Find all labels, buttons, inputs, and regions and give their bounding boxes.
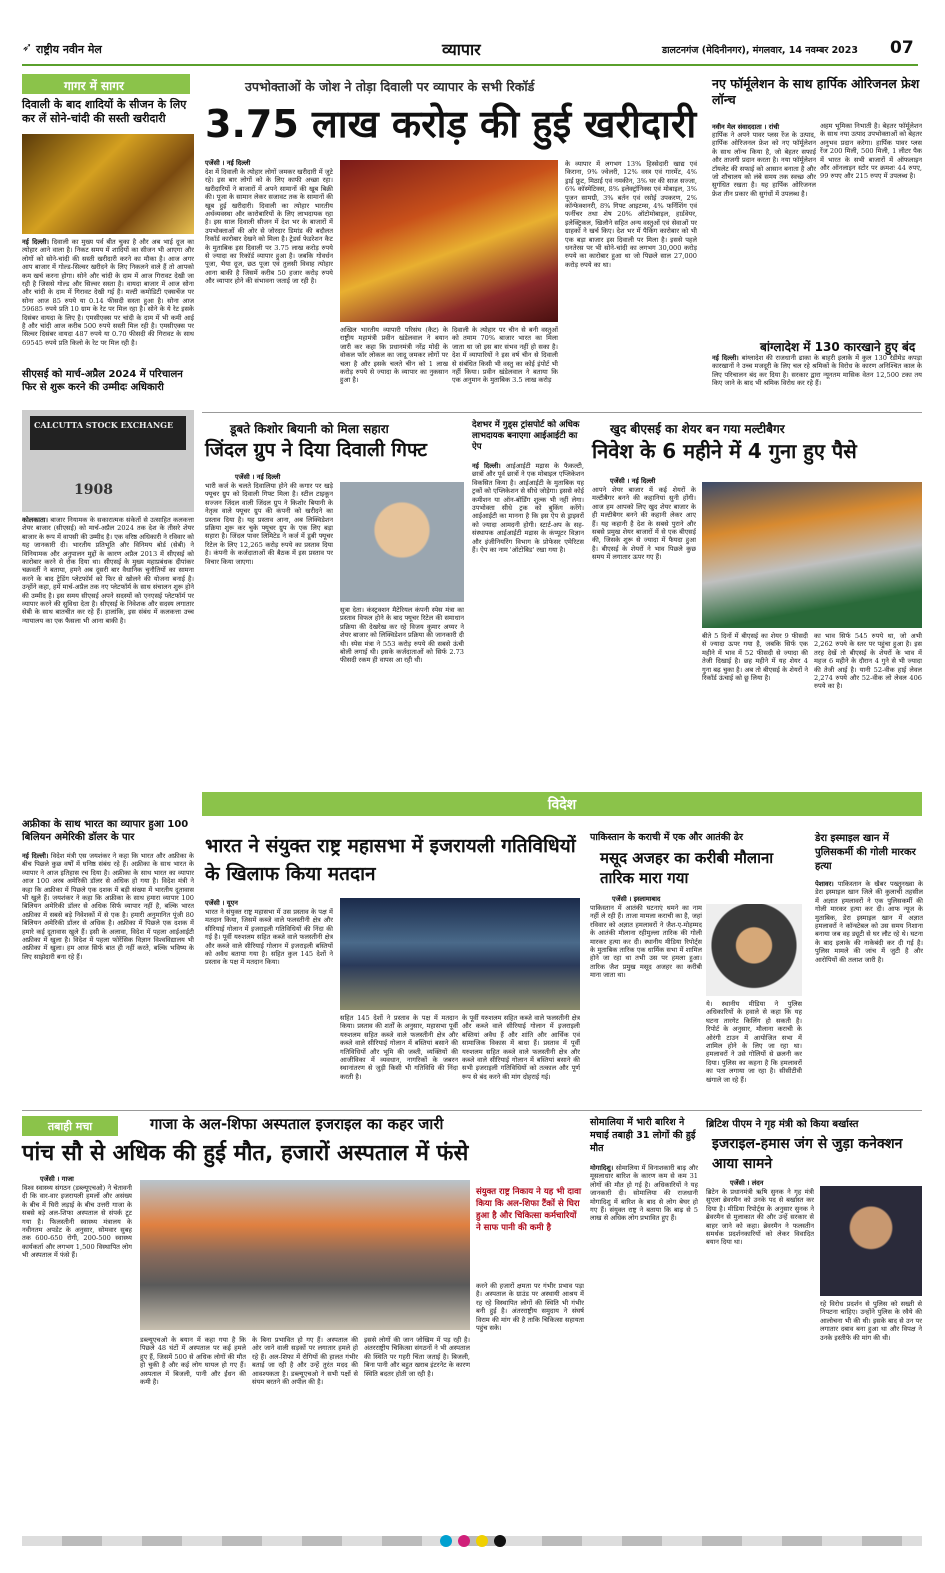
uk-headline: इजराइल-हमास जंग से जुड़ा कनेक्शन आया सामने (712, 1136, 903, 1172)
divider-top (202, 412, 922, 413)
israel-headline: भारत ने संयुक्त राष्ट्र महासभा में इजरायली गतिविधियों के खिलाफ किया मतदान (205, 835, 576, 885)
gaza-col-3: के बिना प्रभावित हो गए हैं। अस्पताल की ओर जाने वाली सड़कों पर लगातार हमले हो रहे हैं। अल-शिफा में रोगियों की हालत गंभीर बताई जा रही है और उन्हें तुरंत मदद की आवश्यकता है। डब्ल्यूएचओ ने सभी पक्षों से संयम बरतने की अपील की है। (252, 1336, 358, 1387)
jindal-col-1: भारी कर्ज के चलते दिवालिया होने की कगार पर खड़े फ्यूचर ग्रुप को दिवाली गिफ्ट मिला है। स्टील टाइकून सज्जन जिंदल वाली जिंदल ग्रुप ने किशोर बियानी के नेतृत्व वाले फ्यूचर ग्रुप की कंपनी को खरीदने का प्रस्ताव दिया है। यह प्रस्ताव आना, अब लिक्विडेशन प्रक्रिया शुरू कर चुके फ्यूचर ग्रुप के एक लिए बड़ा सहारा है। जिंदल पावर लिमिटेड ने कर्ज में डूबी फ्यूचर रिटेल के लिए 12,265 करोड़ रुपये का प्रस्ताव दिया है। कंपनी के कर्जदाताओं की बैठक में इस प्रस्ताव पर विचार किया जाएगा। (205, 482, 333, 566)
gaza-headline: पांच सौ से अधिक की हुई मौत, हजारों अस्पताल में फंसे (22, 1141, 469, 1166)
harpic-headline: नए फॉर्मूलेशन के साथ हार्पिक ओरिजनल फ्रेश लॉन्च (712, 76, 920, 107)
jindal-headline: जिंदल ग्रुप ने दिया दिवाली गिफ्ट (205, 439, 427, 461)
bird-logo-icon: ➶ (22, 40, 33, 54)
top-col-3: दिवाली के त्योहार पर चीन से बनी वस्तुओं को तमाम 70% बाजार भारत का मिला जाता था जो इस बार संभव नहीं हो सका है। देश में व्यापारियों ने इस वर्ष चीन से दिवाली से संबंधित किसी भी वस्तु का कोई इंपोर्ट भी नहीं किया। प्रवीन खंडेलवाल ने बताया कि एक अनुमान के मुताबिक 3.5 लाख करोड़ (452, 326, 558, 385)
cyan-mark-icon (440, 1535, 452, 1547)
top-col-4: के व्यापार में लगभग 13% हिस्सेदारी खाद्य एवं किराना, 9% ज्वेलरी, 12% वस्त्र एवं गारमेंट, 4% ड्राई फ्रूट, मिठाई एवं नमकीन, 3% घर की साज सज्जा, 6% कॉस्मेटिक्स, 8% इलेक्ट्रॉनिक्स एवं मोबाइल, 3% पूजन सामग्री, 3% बर्तन एवं रसोई उपकरण, 2% कॉन्फेक्शनरी, 8% गिफ्ट आइटम्स, 4% फर्निशिंग एवं फर्नीचर तथा शेष 20% ऑटोमोबाइल, हार्डवेयर, इलेक्ट्रिकल, खिलौने सहित अन्य वस्तुओं एवं सेवाओं पर ग्राहकों ने खर्च किए। देश भर में पैकिंग कारोबार को भी एक बड़ा बाजार इस दिवाली पर मिला है। इससे पहले धनतेरस पर भी सोने-चांदी का लगभग 30,000 करोड़ रुपये का कारोबार हुआ था जो पिछले साल 27,000 करोड़ रुपये का था। (565, 160, 697, 269)
stock-sign-text: CALCUTTA STOCK EXCHANGE (34, 420, 174, 430)
black-mark-icon (494, 1535, 506, 1547)
stock-sign-year: 1908 (74, 482, 113, 498)
jindal-byline: एजेंसी । नई दिल्ली (235, 473, 281, 481)
bangladesh-headline: बांग्लादेश में 130 कारखाने हुए बंद (760, 340, 916, 354)
pak-body: पाकिस्तान में आतंकी घटनाएं थमने का नाम नहीं ले रही हैं। ताजा मामला कराची का है, जहां रविवार को अज्ञात हमलावरों ने जैश-ए-मोहम्मद के आतंकी मौलाना रहीमुल्ला तारिक की गोली मारकर हत्या कर दी। स्थानीय मीडिया रिपोर्ट्स के मुताबिक तारिक एक धार्मिक सभा में शामिल होने जा रहा था तभी उस पर हमला हुआ। तारिक जैश प्रमुख मसूद अजहर का करीबी माना जाता था। (590, 904, 702, 980)
top-byline: एजेंसी । नई दिल्ली (205, 159, 251, 167)
paper-name: राष्ट्रीय नवीन मेल (36, 43, 102, 56)
masood-azhar-photo (706, 904, 802, 996)
israel-col-2: सहित 145 देशों ने प्रस्ताव के पक्ष में मतदान किया। प्रस्ताव की शर्तों के अनुसार, महासभा पूर्वी यरुशलम सहित कब्जे वाले फलस्तीनी क्षेत्र और कब्जे वाले सीरियाई गोलान में बस्तियां बसाने की गतिविधियों और भूमि की जब्ती, व्यक्तियों की आजीविका में व्यवधान, नागरिकों के जबरन स्थानांतरण से जुड़ी किसी भी गतिविधि की निंदा करती है। (340, 1014, 458, 1081)
gaza-col-1: विश्व स्वास्थ्य संगठन (डब्ल्यूएचओ) ने चेतावनी दी कि वार-वार इजरायली हमलों और असंख्य के बीच में घिरी लड़ाई के बीच उत्तरी गाजा के सबसे बड़े अल-शिफा अस्पताल से संपर्क टूट गया है। फिलस्तीनी स्वास्थ्य मंत्रालय के नवीनतम अपडेट के अनुसार, सोमवार सुबह तक 600-650 रोगी, 200-500 स्वास्थ्य कार्यकर्ता और लगभग 1,500 विस्थापित लोग भी अस्पताल में फंसे हैं। (22, 1184, 132, 1260)
gaza-col-4: इससे लोगों की जान जोखिम में पड़ रही है। अंतरराष्ट्रीय चिकित्सा संगठनों ने भी अस्पताल की स्थिति पर गहरी चिंता जताई है। बिजली, बिना पानी और बहुत खराब इंटरनेट के कारण स्थिति बदतर होती जा रही है। (364, 1336, 470, 1378)
rishi-sunak-photo (820, 1186, 922, 1296)
pak-headline: मसूद अजहर का करीबी मौलाना तारिक मारा गया (600, 849, 774, 887)
registration-marks (440, 1535, 520, 1547)
multibagger-kicker: खुद बीएसई का शेयर बन गया मल्टीबैगर (610, 422, 785, 436)
gaza-kicker: गाजा के अल-शिफा अस्पताल इजराइल का कहर जारी (150, 1115, 444, 1133)
masthead (22, 38, 922, 66)
top-kicker: उपभोक्ताओं के जोश ने तोड़ा दिवाली पर व्यापार के सभी रिकॉर्ड (245, 79, 535, 94)
gagar-article-1: नई दिल्ली। दिवाली का मुख्य पर्व बीत चुका है और अब भाई दूज का त्योहार आने वाला है। निकट समय में शादियों का सीजन भी आएगा और लोगों को सोने-चांदी की सस्ती खरीदारी करने का मौका है। आज अगर आप बाजार में गोल्ड-सिल्वर खरीदने के लिए निकलने वाले हैं तो आपको कम खर्च करना होगा। सोने और चांदी के दाम में आज गिरावट देखी जा रही है जिससे गोल्ड और सिल्वर सस्ता है। वायदा बाजार में आज सोना और चांदी के दाम में गिरावट देखी गई है। मल्टी कमोडिटी एक्सचेंज पर सोना आज 85 रुपये या 0.14 फीसदी सस्ता हुआ है। सोना आज 59685 रुपये प्रति 10 ग्राम के रेट पर मिल रहा है। सोने के ये रेट इसके दिसंबर वायदा के लिए है। एमसीएक्स पर चांदी के दाम में भी कमी आई है और चांदी आज करीब 500 रुपये सस्ती मिल रही है। एमसीएक्स पर सिल्वर दिसंबर वायदा 487 रुपये या 0.70 फीसदी की गिरावट के साथ 69545 रुपये प्रति किलो के रेट पर मिल रही है। (22, 238, 194, 347)
gaza-label: तबाही मचा (22, 1116, 118, 1136)
dera-headline: डेरा इस्माइल खान में पुलिसकर्मी की गोली मारकर हत्या (815, 833, 916, 872)
magenta-mark-icon (458, 1535, 470, 1547)
gaza-col-2: डब्ल्यूएचओ के बयान में कहा गया है कि पिछले 48 घंटों में अस्पताल पर कई हमले हुए हैं, जिसमें 500 से अधिक लोगों की मौत हो चुकी है और कई लोग घायल हो गए हैं। अस्पताल में बिजली, पानी और ईंधन की कमी है। (140, 1336, 246, 1387)
jindal-kicker: डूबते किशोर बियानी को मिला सहारा (230, 422, 389, 436)
gagar-label: गागर में सागर (22, 74, 190, 94)
multibagger-col-2: बीते 5 दिनों में बीएसई का शेयर 9 फीसदी से ज्यादा ऊपर गया है, जबकि सिर्फ एक महीने में भाव में 52 फीसदी से ज्यादा की तेजी दिखाई है। छह महीने में यह शेयर 4 गुना बढ़ चुका है। अब तो बीएसई के शेयरों ने रिकॉर्ड ऊंचाई को छू लिया है। (702, 632, 808, 683)
uk-col-2: रहे विरोध प्रदर्शन से पुलिस को सख्ती से निपटना चाहिए। उन्होंने पुलिस के रवैये की आलोचना भी की थी। इसके बाद से उन पर लगातार दबाव बना हुआ था और विपक्ष ने उनके इस्तीफे की मांग की थी। (820, 1300, 922, 1342)
stock-sign-board (30, 416, 186, 450)
gagar-article-3: नई दिल्ली। विदेश मंत्री एस जयशंकर ने कहा कि भारत और अफ्रीका के बीच पिछले कुछ वर्षों में घनिष्ठ संबंध रहे हैं। अफ्रीका के साथ भारत के व्यापार ने आज इतिहास रच दिया है। अफ्रीका के साथ भारत का व्यापार आज 100 अरब अमेरिकी डॉलर से अधिक हो गया है। विदेश मंत्री ने कहा कि अफ्रीका में पिछले एक दशक में बड़ी संख्या में भारतीय दूतावास भी खुले हैं। जयशंकर ने कहा कि अफ्रीका के साथ हमारा व्यापार 100 बिलियन अमेरिकी डॉलर से अधिक सिर्फ व्यापार नहीं है, बल्कि भारत अफ्रीका में सबसे बड़े निवेशकों में से एक है। हमारी अनुमानित पूंजी 80 बिलियन अमेरिकी डॉलर से अधिक है। अफ्रीका में पिछले एक दशक में हमारे कई दूतावास खुले हैं। इसी के अलावा, विदेश में पहला आईआईटी अफ्रीका में खुला है। विदेश में पहला फोरेंसिक विज्ञान विश्वविद्यालय भी अफ्रीका में खुला। हम आज सिर्फ बात ही नहीं करते, बल्कि भविष्य के लिए साझेदारी बना रहे हैं। (22, 852, 194, 961)
yellow-mark-icon (476, 1535, 488, 1547)
gagar-headline-2: सीएसई को मार्च-अप्रैल 2024 में परिचालन फिर से शुरू करने की उम्मीदः अधिकारी (22, 369, 183, 393)
stock-exchange-photo (22, 410, 194, 512)
pak-kicker: पाकिस्तान के कराची में एक और आतंकी ढेर (590, 832, 743, 843)
ipo-kicker: देशभर में गुड्स ट्रांसपोर्ट को अधिक लाभदायक बनाएगा आईआईटी का ऐप (472, 420, 580, 452)
diwali-shopping-photo (340, 160, 558, 322)
israel-col-1: भारत ने संयुक्त राष्ट्र महासभा में उस प्रस्ताव के पक्ष में मतदान किया, जिसमें कब्जे वाले फलस्तीनी क्षेत्र और सीरियाई गोलान में इजराइली गतिविधियों की निंदा की गई है। पूर्वी यरुशलम सहित कब्जे वाले फलस्तीनी क्षेत्र और कब्जे वाले सीरियाई गोलान में इजराइली बस्तियों को अवैध बताया गया है। सहित कुल 145 देशों ने प्रस्ताव के पक्ष में मतदान किया। (205, 908, 333, 967)
top-headline: 3.75 लाख करोड़ की हुई खरीदारी (205, 102, 697, 146)
kishore-biyani-photo (340, 482, 464, 602)
uk-byline: एजेंसी । लंदन (730, 1179, 764, 1187)
page-number: 07 (890, 38, 914, 58)
bse-celebration-photo (702, 482, 922, 628)
jindal-col-2: सुत्रा देता। कंस्ट्रक्शन मैटेरियल कंपनी स्पेस मंत्रा का प्रस्ताव विफल होने के बाद फ्यूचर रिटेल की समाधान प्रक्रिया की देखरेख कर रहे विजय कुमार अय्यर ने शेयर बाजार को लिक्विडेशन प्रक्रिया की जानकारी दी थी। स्पेस मंत्रा ने 553 करोड़ रुपये की सबसे ऊंची बोली लगाई थी। इसके कर्जदाताओं को सिर्फ 2.73 फीसदी रकम ही वापस आ रही थी। (340, 606, 464, 665)
gagar-headline-3: अफ्रीका के साथ भारत का व्यापार हुआ 100 बिलियन अमेरिकी डॉलर के पार (22, 819, 189, 843)
multibagger-col-3: का भाव सिर्फ 545 रुपये था, जो अभी 2,262 रुपये के स्तर पर पहुंचा हुआ है। इस तरह देखें तो बीएसई के शेयरों के भाव में महज 6 महीने के दौरान 4 गुने से भी ज्यादा की तेजी आई है। यानी 52-वीक हाई लेवल 2,274 रुपये और 52-वीक लो लेवल 406 रुपये का है। (814, 632, 922, 691)
multibagger-headline: निवेश के 6 महीने में 4 गुना हुए पैसे (592, 439, 857, 463)
gaza-bombing-photo (140, 1180, 470, 1330)
top-photo-caption: अखिल भारतीय व्यापारी परिसंघ (कैट) के राष्ट्रीय महामंत्री प्रवीन खंडेलवाल ने बयान जारी कर कहा कि प्रधानमंत्री नरेंद्र मोदी के वोकल फॉर लोकल का जादू जमकर लोगों पर चला है और इसके चलते चीन को 1 लाख करोड़ रुपये से ज्यादा के व्यापार का नुकसान हुआ है। (340, 326, 448, 385)
ipo-article: नई दिल्ली। आईआईटी मद्रास के फैकल्टी, छात्रों और पूर्व छात्रों ने एक मोबाइल एप्लिकेशन विकसित किया है। आईआईटी के मुताबिक यह ट्रकों को एप्लिकेशन से सीधे जोड़ेगा। इससे कोई कमीशन या ऑन-बोर्डिंग शुल्क भी नहीं लेगा। उपभोक्ता सीधे ट्रक को बुकिंग करेंगे। आईआईटी का मानना है कि इस ऐप से ड्राइवरों को ज्यादा आमदनी होगी। स्टार्ट-अप के सह-संस्थापक आईआईटी मद्रास के कंप्यूटर विज्ञान और इंजीनियरिंग विभाग के प्रोफेसर एमेरिटस हैं। ऐप का नाम 'ऑटोबिड' रखा गया है। (472, 462, 584, 555)
divider-gaza (22, 1110, 922, 1111)
israel-byline: एजेंसी । यूएन (205, 899, 238, 907)
dera-article: पेशावर। पाकिस्तान के खैबर पख्तूनख्वा के डेरा इस्माइल खान जिले की कुलाची तहसील में अज्ञात हमलावरों ने एक पुलिसकर्मी की गोली मारकर हत्या कर दी। आफ न्यूज के मुताबिक, डेरा इस्माइल खान में अज्ञात हमलावरों ने कॉन्स्टेबल को उस समय निशाना बनाया जब वह ड्यूटी से घर लौट रहे थे। घटना के बाद इलाके की नाकेबंदी कर दी गई है। पुलिस मामले की जांच में जुटी है और आरोपियों की तलाश जारी है। (815, 880, 923, 964)
somalia-headline: सोमालिया में भारी बारिश ने मचाई तबाही 31 लोगों की हुई मौत (590, 1117, 696, 1154)
top-col-1: देश में दिवाली के त्योहार लोगों जमकर खरीदारी में जुटे रहे। इस बार लोगों को के लिए काफी अच्छा रहा। खरीदारियों ने बाजारों में अपने सामानों की खूब बिक्री की। पूजा के सामान लेकर सजावट तक के सामानों की खूब हुई खरीदारी। दिवाली का त्योहार भारतीय अर्थव्यवस्था और कारोबारियों के लिए लाभदायक रहा है। इस साल दिवाली सीजन में देश भर के बाजारों में उपभोक्ताओं की ओर से जोरदार डिमांड की बदौलत रिकॉर्ड कारोबार देखने को मिला है। ट्रेडर्स फेडरेशन कैट के मुताबिक इस दिवाली पर 3.75 लाख करोड़ रुपये से ज्यादा का रिकॉर्ड व्यापार हुआ है। जबकि गोवर्धन पूजा, भैया दूज, छठ पूजा एवं तुलसी विवाह त्योहार आना बाकी है जिसमें करीब 50 हजार करोड़ रुपये और व्यापार होने की संभावना जताई जा रही है। (205, 168, 333, 286)
somalia-article: मोगादिशु। सोमालिया में विनाशकारी बाढ़ और मूसलाधार बारिश के कारण कम से कम 31 लोगों की मौत हो गई है। अधिकारियों ने यह जानकारी दी। सोमालिया की राजधानी मोगादिशु में बारिश के बाद से लोग बेघर हो गए हैं। संयुक्त राष्ट्र ने बताया कि बाढ़ से 5 लाख से अधिक लोग प्रभावित हुए हैं। (590, 1164, 698, 1223)
harpic-col-1: हार्पिक ने अपने पावर प्लस रेंज के उत्पाद, हार्पिक ओरिजनल फ्रेश को नए फॉर्मूलेशन के साथ लॉन्च किया है, जो बेहतर सफाई और ताजगी प्रदान करता है। नया फॉर्मूलेशन टॉयलेट की सफाई को आसान बनाता है और जो शौचालय को लंबे समय तक स्वच्छ और सुगंधित रखता है। यह हार्पिक ओरिजनल फ्रेश तीन प्रकार की सुगंधों में उपलब्ध है। (712, 131, 816, 198)
gaza-col-5: करने की हजारों क्षमता पर गंभीर प्रभाव पड़ा है। अस्पताल के ग्राउंड पर अस्थायी आश्रय में रह रहे विस्थापित लोगों की स्थिति भी गंभीर बनी हुई है। अंतरराष्ट्रीय समुदाय ने संघर्ष विराम की मांग की है ताकि चिकित्सा सहायता पहुंच सके। (476, 1282, 584, 1333)
section-title: व्यापार (442, 40, 481, 59)
pak-byline: एजेंसी । इस्लामाबाद (612, 895, 661, 903)
multibagger-byline: एजेंसी । नई दिल्ली (610, 477, 656, 485)
gagar-article-2: कोलकाता। बाजार नियामक के सकारात्मक संकेतों से उत्साहित कलकत्ता शेयर बाजार (सीएसई) को मार्च-अप्रैल 2024 तक देश के तीसरे शेयर बाजार के रूप में वापसी की उम्मीद है। एक वरिष्ठ अधिकारी ने रविवार को यह जानकारी दी। भारतीय प्रतिभूति और विनिमय बोर्ड (सेबी) ने विनियामक और अनुपालन मुद्दों के कारण अप्रैल 2013 में सीएसई को कारोबार करने से रोक दिया था। सीएसई के मुख्य महाप्रबंधक दीपांकर चक्रवर्ती ने बताया, हमने अब दूसरी बार वैधानिक चुनौतियों का सामना करने के बाद ट्रेडिंग प्लेटफॉर्म को फिर से खोलने की योजना बनाई है। उन्होंने कहा, हमें मार्च-अप्रैल तक नए प्लेटफॉर्म के साथ संचालन शुरू होने की उम्मीद है। इस समय सीएसई अपने सदस्यों को एनएसई प्लेटफॉर्म पर व्यापार करने की सुविधा देता है। सीएसई के निवेशक और सदस्य लगातार सेबी के साथ बातचीत कर रहे हैं। हालांकि, इस संबंध में कलकत्ता उच्च न्यायालय का एक फैसला भी आना बाकी है। (22, 516, 194, 625)
gaza-pull-quote: संयुक्त राष्ट्र निकाय ने यह भी दावा किया कि अल-शिफा टैंकों से घिरा हुआ है और चिकित्सा कर्मचारियों ने साफ पानी की कमी है (476, 1187, 582, 1233)
bangladesh-article: नई दिल्ली। बांग्लादेश की राजधानी ढाका के बाहरी इलाके में कुल 130 रेडीमेड कपड़ा कारखानों ने उच्च मजदूरी के लिए चल रहे श्रमिकों के विरोध के कारण अनिश्चित काल के लिए परिचालन बंद कर दिया है। सरकार द्वारा न्यूनतम मासिक वेतन 12,500 टका तय किए जाने के बाद भी श्रमिक विरोध कर रहे हैं। (712, 354, 922, 388)
videsh-label: विदेश (202, 792, 922, 816)
gold-jewelry-photo (22, 134, 194, 234)
multibagger-col-1: आपने शेयर बाजार में कई शेयरों के मल्टीबैगर बनने की कहानियां सुनी होंगी। आज हम आपको लिए खुद शेयर बाजार के ही मल्टीबैगर बनने की कहानी लेकर आए हैं। यह कहानी है देश के सबसे पुराने और सबसे प्रमुख शेयर बाजारों में से एक बीएसई की, जिसके शुरू से ज्यादा में फैयदा हुआ है। बीएसई के शेयरों ने भाव पिछले कुछ समय में लगातार ऊपर गए हैं। (592, 486, 696, 562)
israel-col-3: के पूर्वी यरुशलम सहित कब्जे वाले फलस्तीनी क्षेत्र और कब्जे वाले सीरियाई गोलान में इजराइली बस्तियां अवैध हैं और शांति और आर्थिक एवं सामाजिक विकास में बाधा हैं। प्रस्ताव में पूर्वी यरुशलम सहित कब्जे वाले फलस्तीनी क्षेत्र और कब्जे वाले सीरियाई गोलान में बस्तियां बसाने की सभी इजराइली गतिविधियों को तत्काल और पूर्ण रूप से बंद करने की मांग दोहराई गई। (462, 1014, 580, 1081)
pak-body-2: ये। स्थानीय मीडिया ने पुलिस अधिकारियों के हवाले से कहा कि यह घटना तारगेट किलिंग हो सकती है। रिपोर्ट के अनुसार, मौलाना कराची के ओरंगी टाउन में आयोजित सभा में शामिल होने के लिए जा रहा था। हमलावरों ने उसे गोलियों से छलनी कर दिया। पुलिस का कहना है कि हमलावरों का पता लगाया जा रहा है। सीसीटीवी खंगाले जा रहे हैं। (706, 1000, 802, 1084)
gaza-byline: एजेंसी । गाजा (40, 1175, 74, 1183)
uk-kicker: ब्रिटिश पीएम ने गृह मंत्री को किया बर्खास्त (706, 1119, 859, 1130)
gagar-headline-1: दिवाली के बाद शादियों के सीजन के लिए कर लें सोने-चांदी की सस्ती खरीदारी (22, 98, 187, 125)
uk-col-1: ब्रिटेन के प्रधानमंत्री ऋषि सुनक ने गृह मंत्री सुएला ब्रेवरमैन को उनके पद से बर्खास्त कर दिया है। मीडिया रिपोर्ट्स के अनुसार सुनक ने ब्रेवरमैन से मुलाकात की और उन्हें सरकार से बाहर जाने को कहा। ब्रेवरमैन ने फलस्तीन समर्थक प्रदर्शनकारियों को लेकर विवादित बयान दिया था। (706, 1188, 814, 1247)
harpic-col-2: अहम भूमिका निभाती है। बेहतर फॉर्मूलेशन के साथ नया उत्पाद उपभोक्ताओं को बेहतर अनुभव प्रदान करेगा। हार्पिक पावर प्लस रेंज 200 मिली, 500 मिली, 1 लीटर पैक में भारत के सभी बाजारों में ऑफलाइन और ऑनलाइन स्टोर पर क्रमशः 44 रुपए, 99 रुपए और 215 रुपए में उपलब्ध है। (820, 122, 922, 181)
dateline: डालटनगंज (मेदिनीनगर), मंगलवार, 14 नवम्बर 2023 (662, 45, 859, 56)
un-assembly-photo (340, 898, 580, 1010)
masthead-rule (22, 64, 918, 66)
harpic-byline: नवीन मेल संवाददाता । रांची (712, 123, 780, 131)
